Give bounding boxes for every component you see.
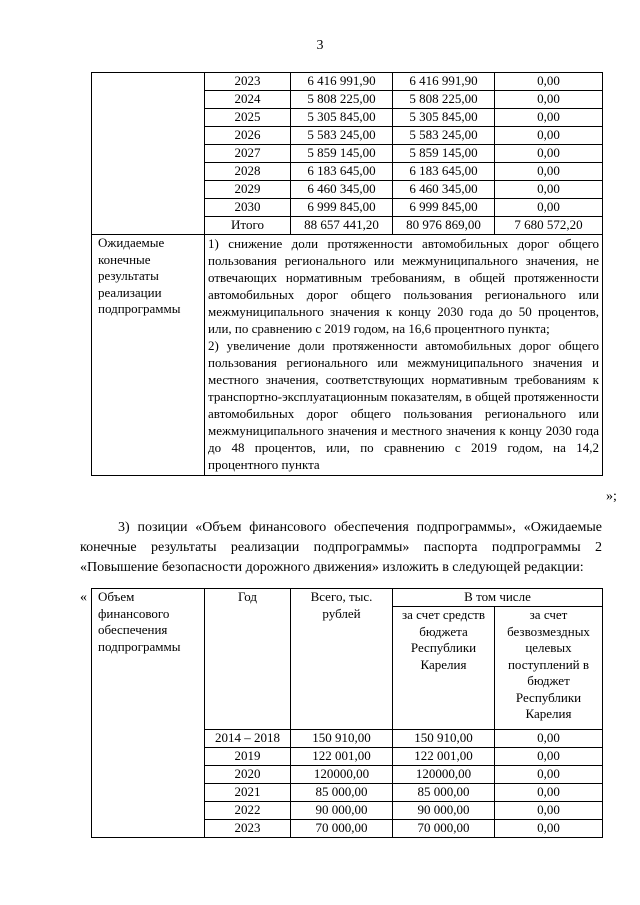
total-cell: 6 183 645,00: [291, 163, 393, 181]
free-cell: 0,00: [495, 199, 603, 217]
total-cell: 6 999 845,00: [291, 199, 393, 217]
budget-cell: 150 910,00: [393, 730, 495, 748]
free-cell: 0,00: [495, 145, 603, 163]
free-cell: 0,00: [495, 91, 603, 109]
total-cell: 85 000,00: [291, 784, 393, 802]
total-cell: 122 001,00: [291, 748, 393, 766]
budget-cell: 5 808 225,00: [393, 91, 495, 109]
budget-cell: 90 000,00: [393, 802, 495, 820]
year-cell: 2023: [205, 73, 291, 91]
itogo-label: Итого: [205, 217, 291, 235]
itogo-total: 88 657 441,20: [291, 217, 393, 235]
year-cell: 2024: [205, 91, 291, 109]
financing-table-continued: [91, 72, 603, 476]
year-cell: 2030: [205, 199, 291, 217]
including-header: В том числе: [393, 589, 603, 607]
free-cell: 0,00: [495, 784, 603, 802]
page-number: 3: [316, 38, 324, 53]
budget-cell: 120000,00: [393, 766, 495, 784]
total-cell: 90 000,00: [291, 802, 393, 820]
free-cell: 0,00: [495, 109, 603, 127]
closing-quote: »;: [606, 489, 617, 504]
budget-cell: 5 305 845,00: [393, 109, 495, 127]
free-cell: 0,00: [495, 766, 603, 784]
year-cell: 2028: [205, 163, 291, 181]
total-cell: 120000,00: [291, 766, 393, 784]
amendment-paragraph: [80, 518, 602, 578]
financing-label: Объем финансового обеспечения подпрограммы: [92, 589, 205, 838]
table-row: [92, 73, 603, 91]
year-cell: 2027: [205, 145, 291, 163]
free-cell: 0,00: [495, 748, 603, 766]
year-cell: 2023: [205, 820, 291, 838]
table-header-row: [92, 589, 603, 607]
results-paragraph-2: 2) увеличение доли протяженности автомобильных дорог общего пользования регионального или межмуниципального значения и местного значения, соответствующих нормативным требованиям к транспортно-эксплуатационным показателям, в общей протяженности автомобильных дорог общего пользования регионального или межмуниципального значения и местного значения к концу 2030 года до 48 процентов, или, по сравнению с 2019 годом, на 14,2 процентного пункта: [208, 338, 599, 472]
amendment-text: 3) позиции «Объем финансового обеспечения подпрограммы», «Ожидаемые конечные результаты реализации подпрограммы» паспорта подпрограммы 2 «Повышение безопасности дорожного движения» изложить в следующей редакции:: [80, 520, 602, 575]
total-cell: 5 808 225,00: [291, 91, 393, 109]
total-cell: 5 305 845,00: [291, 109, 393, 127]
free-cell: 0,00: [495, 73, 603, 91]
year-cell: 2019: [205, 748, 291, 766]
results-row: [92, 235, 603, 476]
year-cell: 2025: [205, 109, 291, 127]
total-cell: 6 460 345,00: [291, 181, 393, 199]
total-cell: 5 583 245,00: [291, 127, 393, 145]
year-cell: 2021: [205, 784, 291, 802]
budget-cell: 70 000,00: [393, 820, 495, 838]
budget-header: за счет средств бюджета Республики Карелия: [393, 607, 495, 730]
budget-cell: 6 416 991,90: [393, 73, 495, 91]
budget-cell: 6 999 845,00: [393, 199, 495, 217]
free-cell: 0,00: [495, 730, 603, 748]
free-header: за счет безвозмездных целевых поступлений в бюджет Республики Карелия: [495, 607, 603, 730]
total-cell: 6 416 991,90: [291, 73, 393, 91]
year-cell: 2026: [205, 127, 291, 145]
year-cell: 2020: [205, 766, 291, 784]
year-cell: 2014 – 2018: [205, 730, 291, 748]
total-cell: 70 000,00: [291, 820, 393, 838]
budget-cell: 122 001,00: [393, 748, 495, 766]
itogo-budget: 80 976 869,00: [393, 217, 495, 235]
year-cell: 2029: [205, 181, 291, 199]
results-label: Ожидаемые конечные результаты реализации подпрограммы: [92, 235, 205, 476]
opening-quote: «: [80, 590, 87, 605]
financing-table-subprogram-2: [91, 588, 603, 838]
empty-label-cell: [92, 73, 205, 235]
budget-cell: 6 183 645,00: [393, 163, 495, 181]
total-cell: 5 859 145,00: [291, 145, 393, 163]
free-cell: 0,00: [495, 181, 603, 199]
total-header: Всего, тыс. рублей: [291, 589, 393, 730]
free-cell: 0,00: [495, 802, 603, 820]
year-cell: 2022: [205, 802, 291, 820]
budget-cell: 6 460 345,00: [393, 181, 495, 199]
budget-cell: 5 583 245,00: [393, 127, 495, 145]
year-header: Год: [205, 589, 291, 730]
itogo-free: 7 680 572,20: [495, 217, 603, 235]
budget-cell: 5 859 145,00: [393, 145, 495, 163]
free-cell: 0,00: [495, 820, 603, 838]
budget-cell: 85 000,00: [393, 784, 495, 802]
free-cell: 0,00: [495, 163, 603, 181]
results-text: [205, 235, 603, 476]
results-paragraph-1: 1) снижение доли протяженности автомобильных дорог общего пользования регионального или межмуниципального значения, не отвечающих нормативным требованиям, в общей протяженности автомобильных дорог общего пользования регионального или межмуниципального значения к концу 2030 года до 50 процентов, или, по сравнению с 2019 годом, на 16,6 процентного пункта;: [208, 236, 599, 336]
total-cell: 150 910,00: [291, 730, 393, 748]
free-cell: 0,00: [495, 127, 603, 145]
